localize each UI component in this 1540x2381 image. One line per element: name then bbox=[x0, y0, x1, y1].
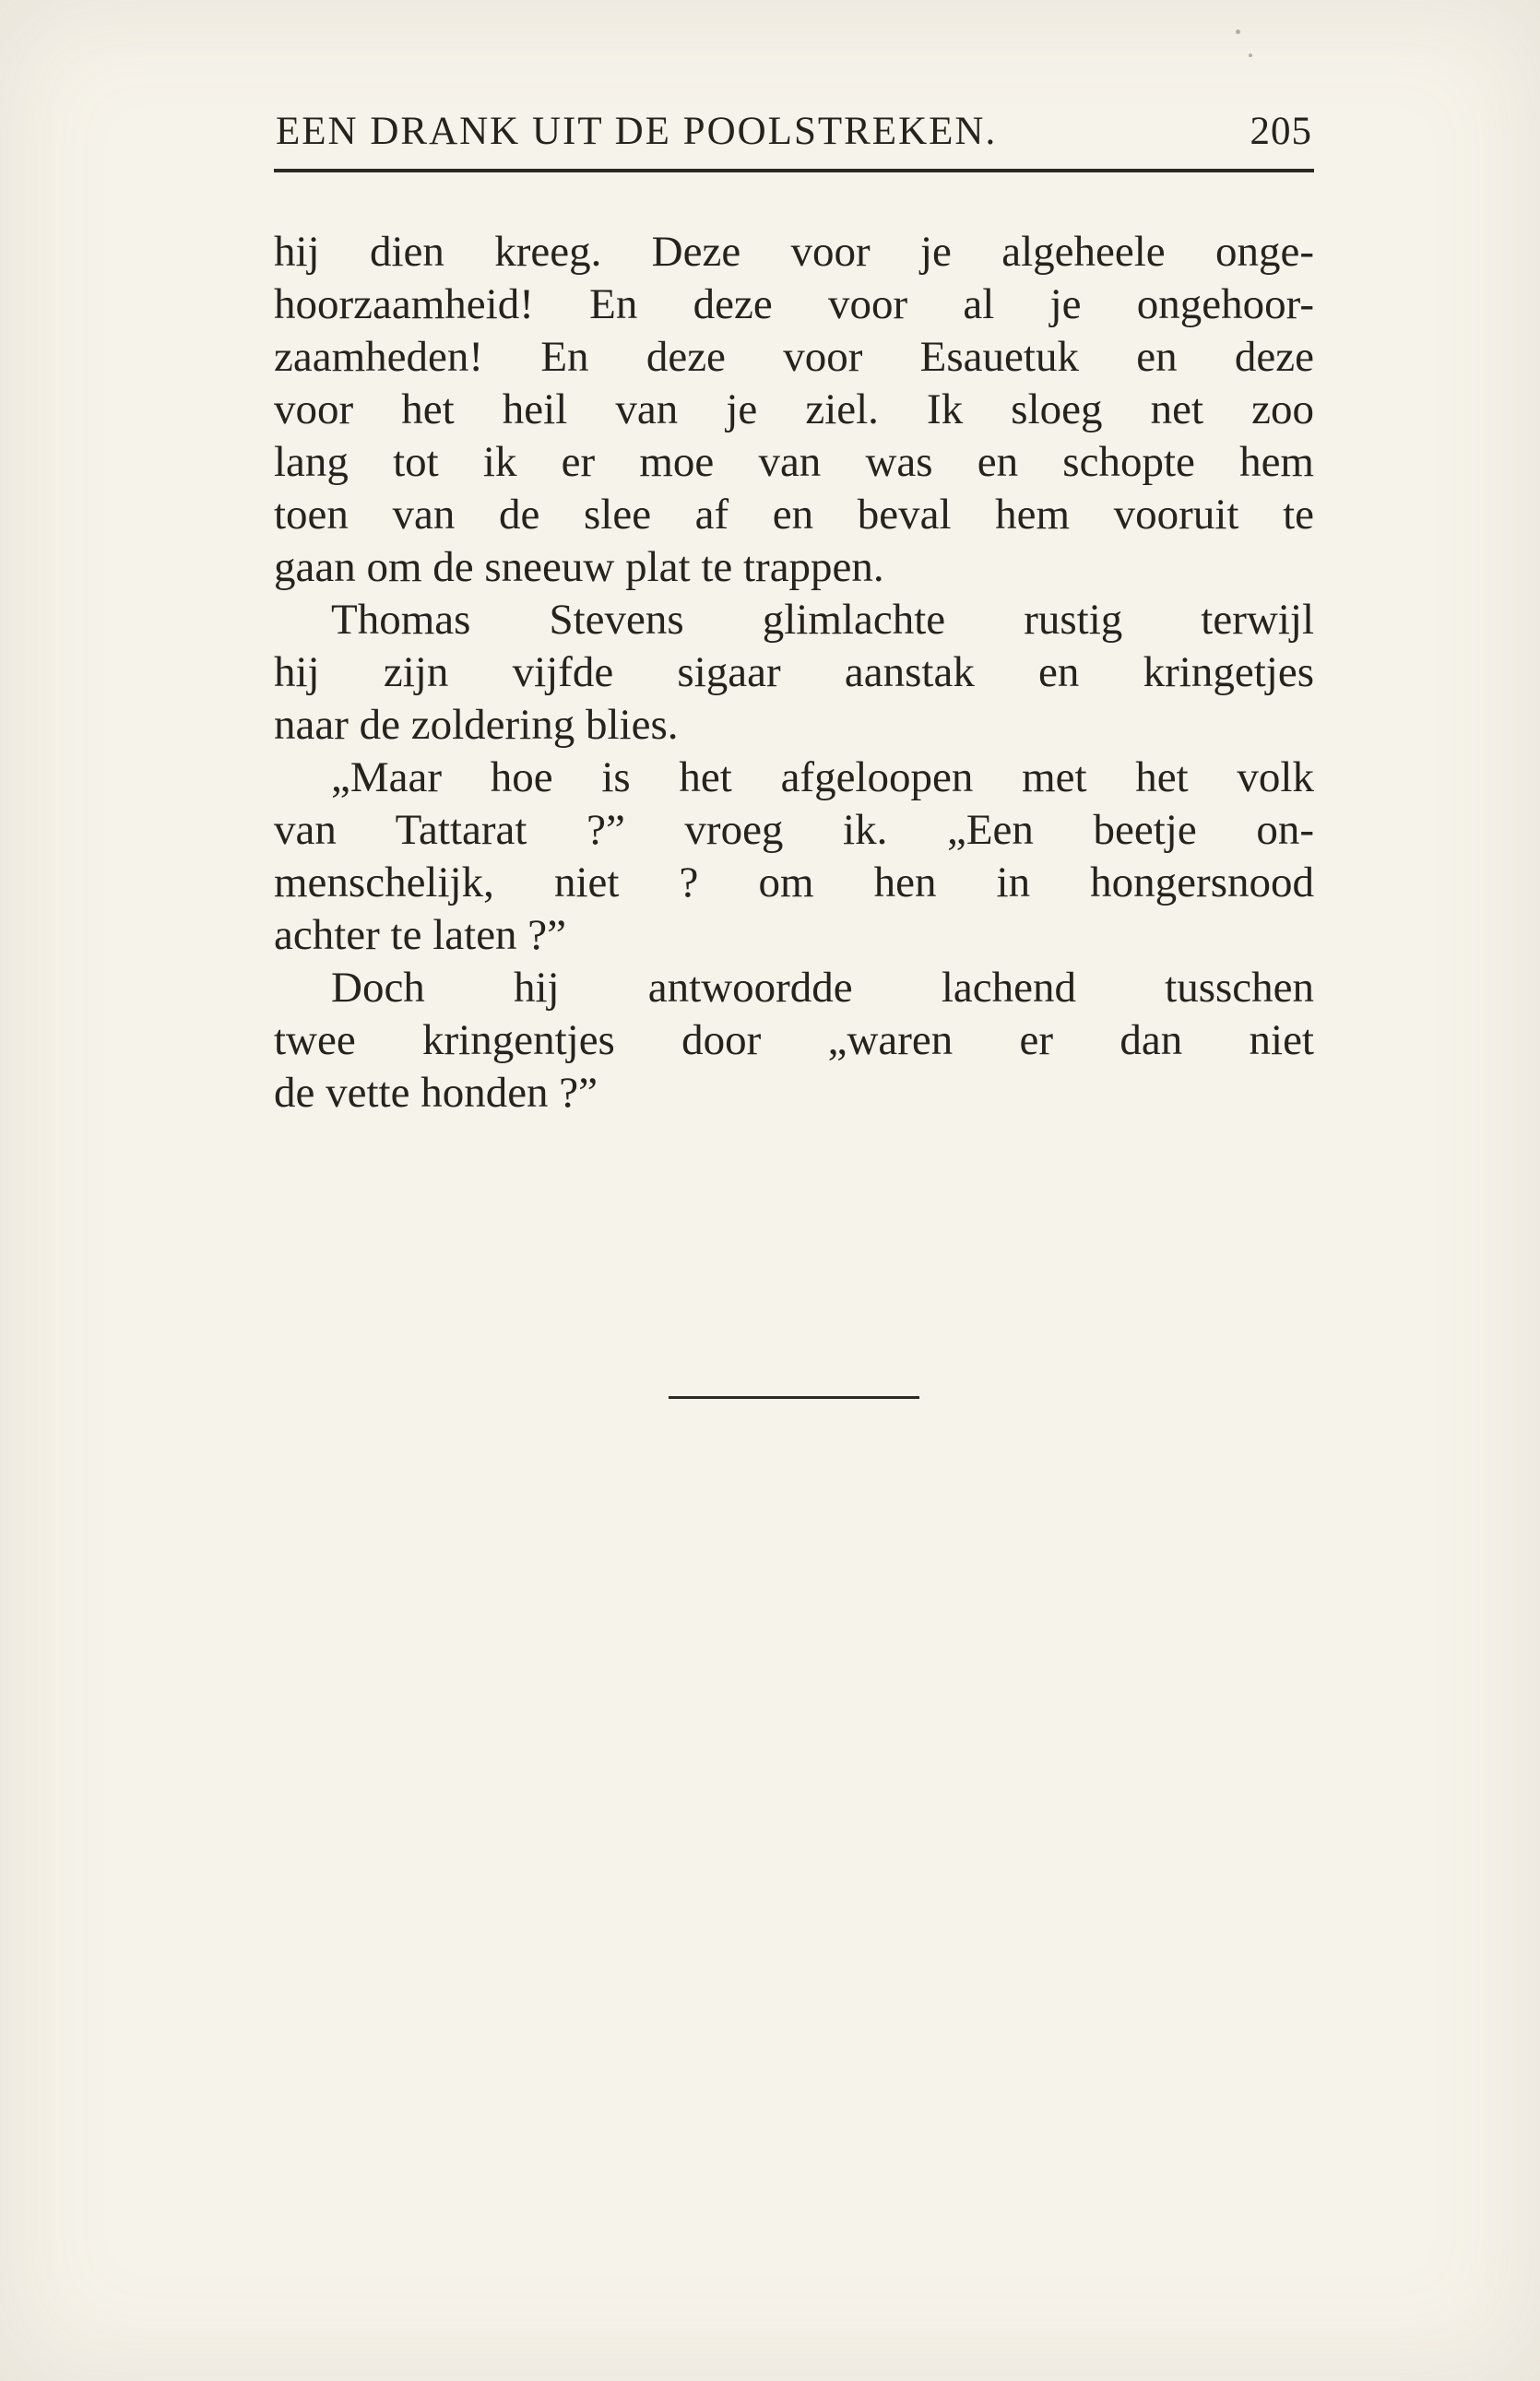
running-head bbox=[274, 109, 1314, 154]
text-line: „Maar hoe is het afgeloopen met het volk bbox=[331, 753, 1314, 801]
text-line: achter te laten ?” bbox=[274, 911, 567, 959]
text-line: van Tattarat ?” vroeg ik. „Een beetje on- bbox=[274, 806, 1314, 854]
page-body bbox=[274, 226, 1314, 1119]
text-line: hoorzaamheid! En deze voor al je ongehoor- bbox=[274, 280, 1314, 328]
text-line: Doch hij antwoordde lachend tusschen bbox=[331, 964, 1314, 1012]
text-line: de vette honden ?” bbox=[274, 1069, 598, 1117]
text-line: naar de zoldering blies. bbox=[274, 701, 679, 749]
text-line: toen van de slee af en beval hem vooruit te bbox=[274, 491, 1314, 539]
scan-artifact bbox=[1249, 53, 1252, 57]
text-line: Thomas Stevens glimlachte rustig terwijl bbox=[331, 596, 1314, 644]
section-divider bbox=[669, 1396, 919, 1399]
text-line: hij zijn vijfde sigaar aanstak en kringetjes bbox=[274, 648, 1314, 696]
text-line: zaamheden! En deze voor Esauetuk en deze bbox=[274, 333, 1314, 381]
text-line: gaan om de sneeuw plat te trappen. bbox=[274, 543, 884, 591]
scan-artifact bbox=[1236, 30, 1240, 34]
text-line: voor het heil van je ziel. Ik sloeg net zoo bbox=[274, 385, 1314, 433]
text-line: twee kringentjes door „waren er dan niet bbox=[274, 1016, 1314, 1064]
chapter-title: EEN DRANK UIT DE POOLSTREKEN. bbox=[276, 110, 998, 153]
text-line: lang tot ik er moe van was en schopte hem bbox=[274, 438, 1314, 486]
text-line: hij dien kreeg. Deze voor je algeheele onge- bbox=[274, 228, 1314, 276]
header-rule bbox=[274, 169, 1314, 172]
text-line: menschelijk, niet ? om hen in hongersnood bbox=[274, 859, 1314, 906]
page-number: 205 bbox=[1250, 110, 1312, 153]
text-column bbox=[274, 109, 1314, 1399]
